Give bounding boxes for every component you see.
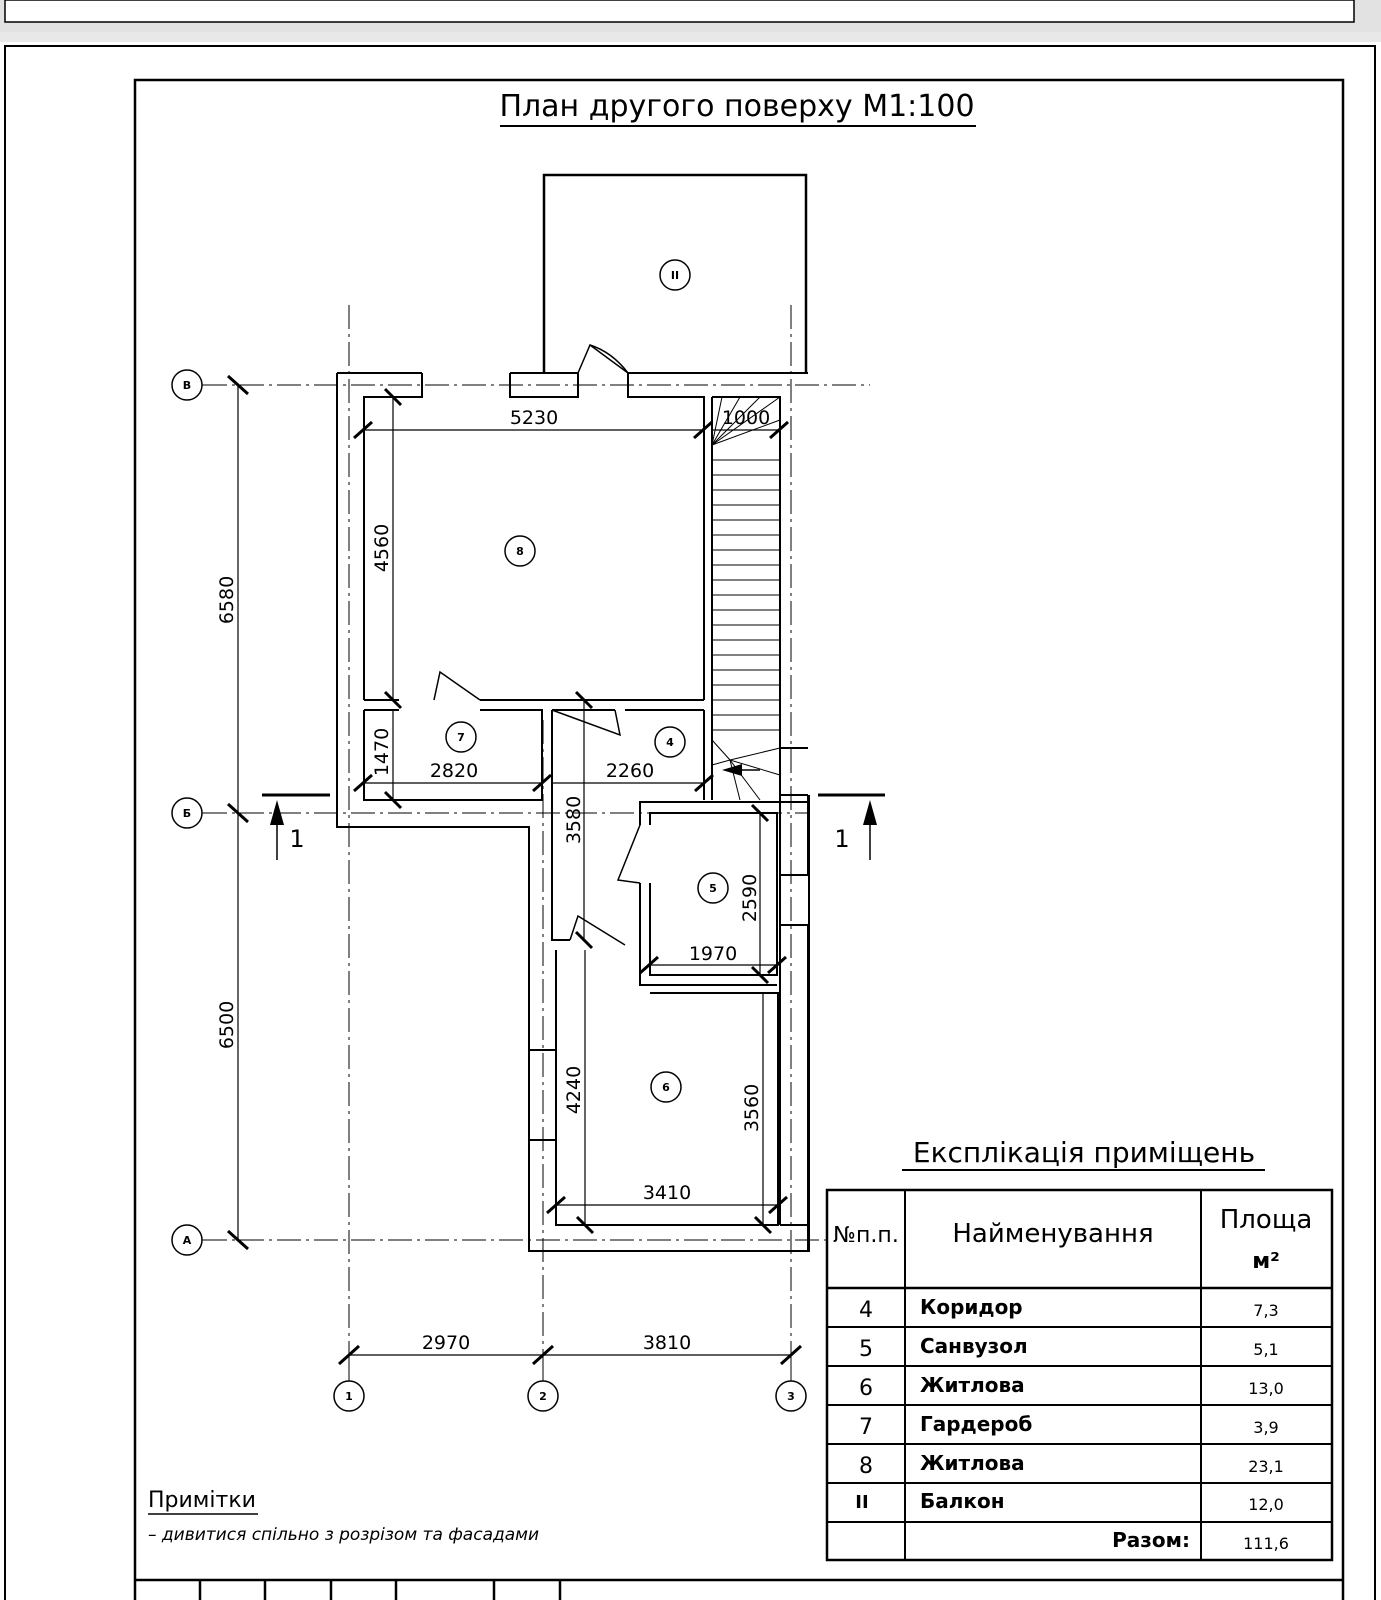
axis-label-3: 3 bbox=[787, 1390, 795, 1403]
row-area: 13,0 bbox=[1248, 1379, 1284, 1398]
row-name: Санвузол bbox=[920, 1334, 1028, 1358]
explication-title: Експлікація приміщень bbox=[912, 1136, 1256, 1169]
dim-4240: 4240 bbox=[563, 1065, 585, 1115]
dim-2970: 2970 bbox=[421, 1332, 471, 1354]
room-label-5: 5 bbox=[709, 882, 717, 895]
notes-heading: Примітки bbox=[148, 1488, 256, 1513]
room-label-6: 6 bbox=[662, 1081, 670, 1094]
drawing-title: План другого поверху М1:100 bbox=[499, 89, 975, 124]
stair-arrow-icon bbox=[722, 764, 742, 776]
dim-1000: 1000 bbox=[721, 407, 771, 429]
header-name: Найменування bbox=[952, 1219, 1154, 1249]
dim-6580: 6580 bbox=[216, 575, 238, 625]
dim-3560: 3560 bbox=[741, 1083, 763, 1133]
dimension-lines bbox=[238, 385, 791, 1355]
section-arrow-icon bbox=[863, 800, 877, 825]
row-number: 6 bbox=[859, 1376, 873, 1401]
header-number: №п.п. bbox=[833, 1223, 899, 1248]
stairs bbox=[712, 397, 780, 800]
dim-4560: 4560 bbox=[371, 523, 393, 573]
row-name: Житлова bbox=[920, 1373, 1025, 1397]
dim-5230: 5230 bbox=[509, 407, 559, 429]
row-number: 4 bbox=[859, 1298, 873, 1323]
total-label: Разом: bbox=[1112, 1528, 1190, 1552]
dim-3810: 3810 bbox=[642, 1332, 692, 1354]
axis-label-a: А bbox=[182, 1234, 192, 1247]
row-name: Коридор bbox=[920, 1295, 1023, 1319]
title-block bbox=[135, 1580, 1343, 1600]
section-label-left: 1 bbox=[289, 825, 305, 853]
row-number: 7 bbox=[859, 1415, 873, 1440]
dim-2260: 2260 bbox=[605, 760, 655, 782]
row-area: 3,9 bbox=[1253, 1418, 1279, 1437]
dim-3580: 3580 bbox=[563, 795, 585, 845]
axis-label-1: 1 bbox=[345, 1390, 353, 1403]
axis-label-v: В bbox=[182, 379, 192, 392]
dim-3410: 3410 bbox=[642, 1182, 692, 1204]
row-name: Житлова bbox=[920, 1451, 1025, 1475]
row-number: 8 bbox=[859, 1454, 873, 1479]
section-label-right: 1 bbox=[834, 825, 850, 853]
row-name: Балкон bbox=[920, 1489, 1005, 1513]
total-area: 111,6 bbox=[1243, 1534, 1289, 1553]
dimension-ticks bbox=[228, 376, 801, 1364]
row-name: Гардероб bbox=[920, 1412, 1033, 1436]
dim-1470: 1470 bbox=[371, 727, 393, 777]
room-label-balcony: II bbox=[670, 269, 680, 282]
dim-2590: 2590 bbox=[739, 873, 761, 923]
row-number: II bbox=[855, 1492, 869, 1513]
header-area: Площа bbox=[1219, 1205, 1313, 1235]
row-area: 12,0 bbox=[1248, 1495, 1284, 1514]
row-area: 23,1 bbox=[1248, 1457, 1284, 1476]
axis-label-b: Б bbox=[182, 807, 192, 820]
room-label-8: 8 bbox=[516, 545, 524, 558]
row-number: 5 bbox=[859, 1337, 873, 1362]
header-area-unit: м² bbox=[1252, 1249, 1280, 1274]
drawing-frame bbox=[135, 80, 1343, 1600]
notes-text: – дивитися спільно з розрізом та фасадами bbox=[148, 1525, 540, 1545]
dim-6500: 6500 bbox=[216, 1000, 238, 1050]
axis-label-2: 2 bbox=[539, 1390, 547, 1403]
dim-1970: 1970 bbox=[688, 943, 738, 965]
row-area: 5,1 bbox=[1253, 1340, 1279, 1359]
dim-2820: 2820 bbox=[429, 760, 479, 782]
row-area: 7,3 bbox=[1253, 1301, 1279, 1320]
doors bbox=[434, 345, 640, 945]
room-label-4: 4 bbox=[666, 736, 674, 749]
room-label-7: 7 bbox=[457, 731, 465, 744]
